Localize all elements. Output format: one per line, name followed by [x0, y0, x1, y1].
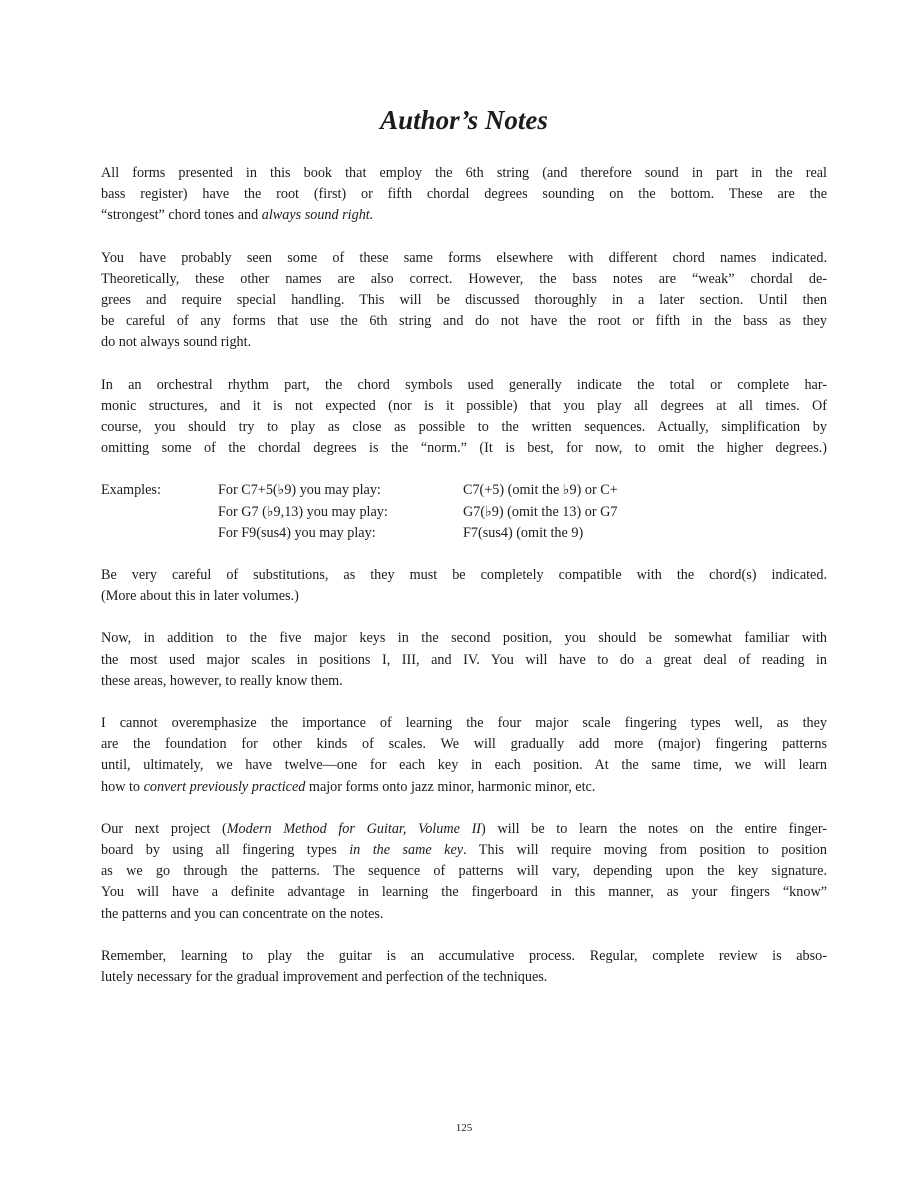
page-title: Author’s Notes: [380, 105, 548, 135]
italic-text: always sound right.: [261, 207, 374, 224]
text-line: I cannot overemphasize the importance of learning the four major scale fingering types well, as they: [101, 715, 827, 732]
examples-spacer: [101, 502, 218, 523]
italic-text: in the same key: [349, 842, 464, 859]
text-line: as we go through the patterns. The sequence of patterns will vary, depending upon the key signature.: [101, 863, 827, 880]
text-line: bass register) have the root (first) or fifth chordal degrees sounding on the bottom. These are the: [101, 186, 827, 203]
paragraph-8: [101, 946, 827, 988]
text-line: All forms presented in this book that employ the 6th string (and therefore sound in part in the real: [101, 165, 827, 181]
text-line: grees and require special handling. This will be discussed thoroughly in a later section. Until then: [101, 292, 827, 309]
body-text: [101, 163, 827, 1009]
text-line: until, ultimately, we have twelve—one for each key in each position. At the same time, we will learn: [101, 757, 827, 774]
paragraph-7: [101, 819, 827, 925]
text-line: lutely necessary for the gradual improvement and perfection of the techniques.: [101, 969, 548, 986]
text-line: are the foundation for other kinds of scales. We will gradually add more (major) fingering patterns: [101, 736, 827, 753]
text-line: You will have a definite advantage in learning the fingerboard in this manner, as your fingers “know”: [101, 884, 827, 901]
text-line: Now, in addition to the five major keys in the second position, you should be somewhat familiar with: [101, 630, 827, 647]
text-line: these areas, however, to really know them.: [101, 672, 343, 689]
examples-spacer: [101, 523, 218, 544]
italic-text: convert previously practiced: [143, 778, 306, 795]
page-number: 125: [455, 1122, 473, 1134]
text-line: Remember, learning to play the guitar is an accumulative process. Regular, complete review is abso-: [101, 947, 827, 964]
italic-text: Modern Method for Guitar, Volume II: [226, 820, 482, 837]
text-line: do not always sound right.: [101, 334, 252, 351]
paragraph-4: [101, 565, 827, 607]
text-line: the patterns and you can concentrate on the notes.: [101, 905, 384, 922]
paragraph-2: [101, 248, 827, 354]
text-line: the most used major scales in positions I, III, and IV. You will have to do a great deal of reading in: [101, 651, 827, 668]
example-play: F7(sus4) (omit the 9): [463, 524, 584, 541]
text-line: Be very careful of substitutions, as they must be completely compatible with the chord(s) indicated.: [101, 567, 827, 584]
paragraph-3: [101, 375, 827, 460]
text-line: omitting some of the chordal degrees is the “norm.” (It is best, for now, to omit the higher degrees.): [101, 440, 827, 457]
text-line: You have probably seen some of these same forms elsewhere with different chord names indicated.: [101, 249, 827, 266]
example-chord: For F9(sus4) you may play:: [218, 524, 376, 541]
paragraph-5: [101, 628, 827, 692]
paragraph-1: [101, 163, 827, 227]
example-chord: For G7 (♭9,13) you may play:: [218, 503, 388, 520]
text-line: (More about this in later volumes.): [101, 588, 299, 605]
text-line: be careful of any forms that use the 6th string and do not have the root or fifth in the bass as they: [101, 313, 827, 330]
text-span: major forms onto jazz minor, harmonic minor, etc.: [305, 778, 596, 795]
text-line: course, you should try to play as close as possible to the written sequences. Actually, simplification by: [101, 419, 827, 436]
examples-label: Examples:: [101, 482, 161, 499]
text-span: Our next project (: [101, 820, 227, 837]
example-play: G7(♭9) (omit the 13) or G7: [463, 503, 618, 520]
text-line: [101, 205, 827, 226]
text-line: [101, 777, 827, 798]
text-span: how to: [101, 778, 144, 795]
text-span: . This will require moving from position to position: [463, 842, 827, 859]
text-span: board by using all fingering types: [101, 842, 350, 859]
text-span: “strongest” chord tones and: [101, 207, 262, 224]
example-chord: For C7+5(♭9) you may play:: [218, 482, 381, 499]
example-play: C7(+5) (omit the ♭9) or C+: [463, 482, 618, 499]
text-line: Theoretically, these other names are also correct. However, the bass notes are “weak” chordal de-: [101, 270, 827, 287]
text-line: In an orchestral rhythm part, the chord symbols used generally indicate the total or complete har-: [101, 376, 827, 393]
text-line: monic structures, and it is not expected (nor is it possible) that you play all degrees at all times. Of: [101, 397, 827, 414]
paragraph-6: [101, 713, 827, 798]
text-line: [101, 840, 827, 861]
text-line: [101, 819, 827, 840]
text-span: ) will be to learn the notes on the entire finger-: [481, 820, 827, 837]
book-page: [101, 0, 827, 1200]
examples-table: [101, 480, 827, 544]
